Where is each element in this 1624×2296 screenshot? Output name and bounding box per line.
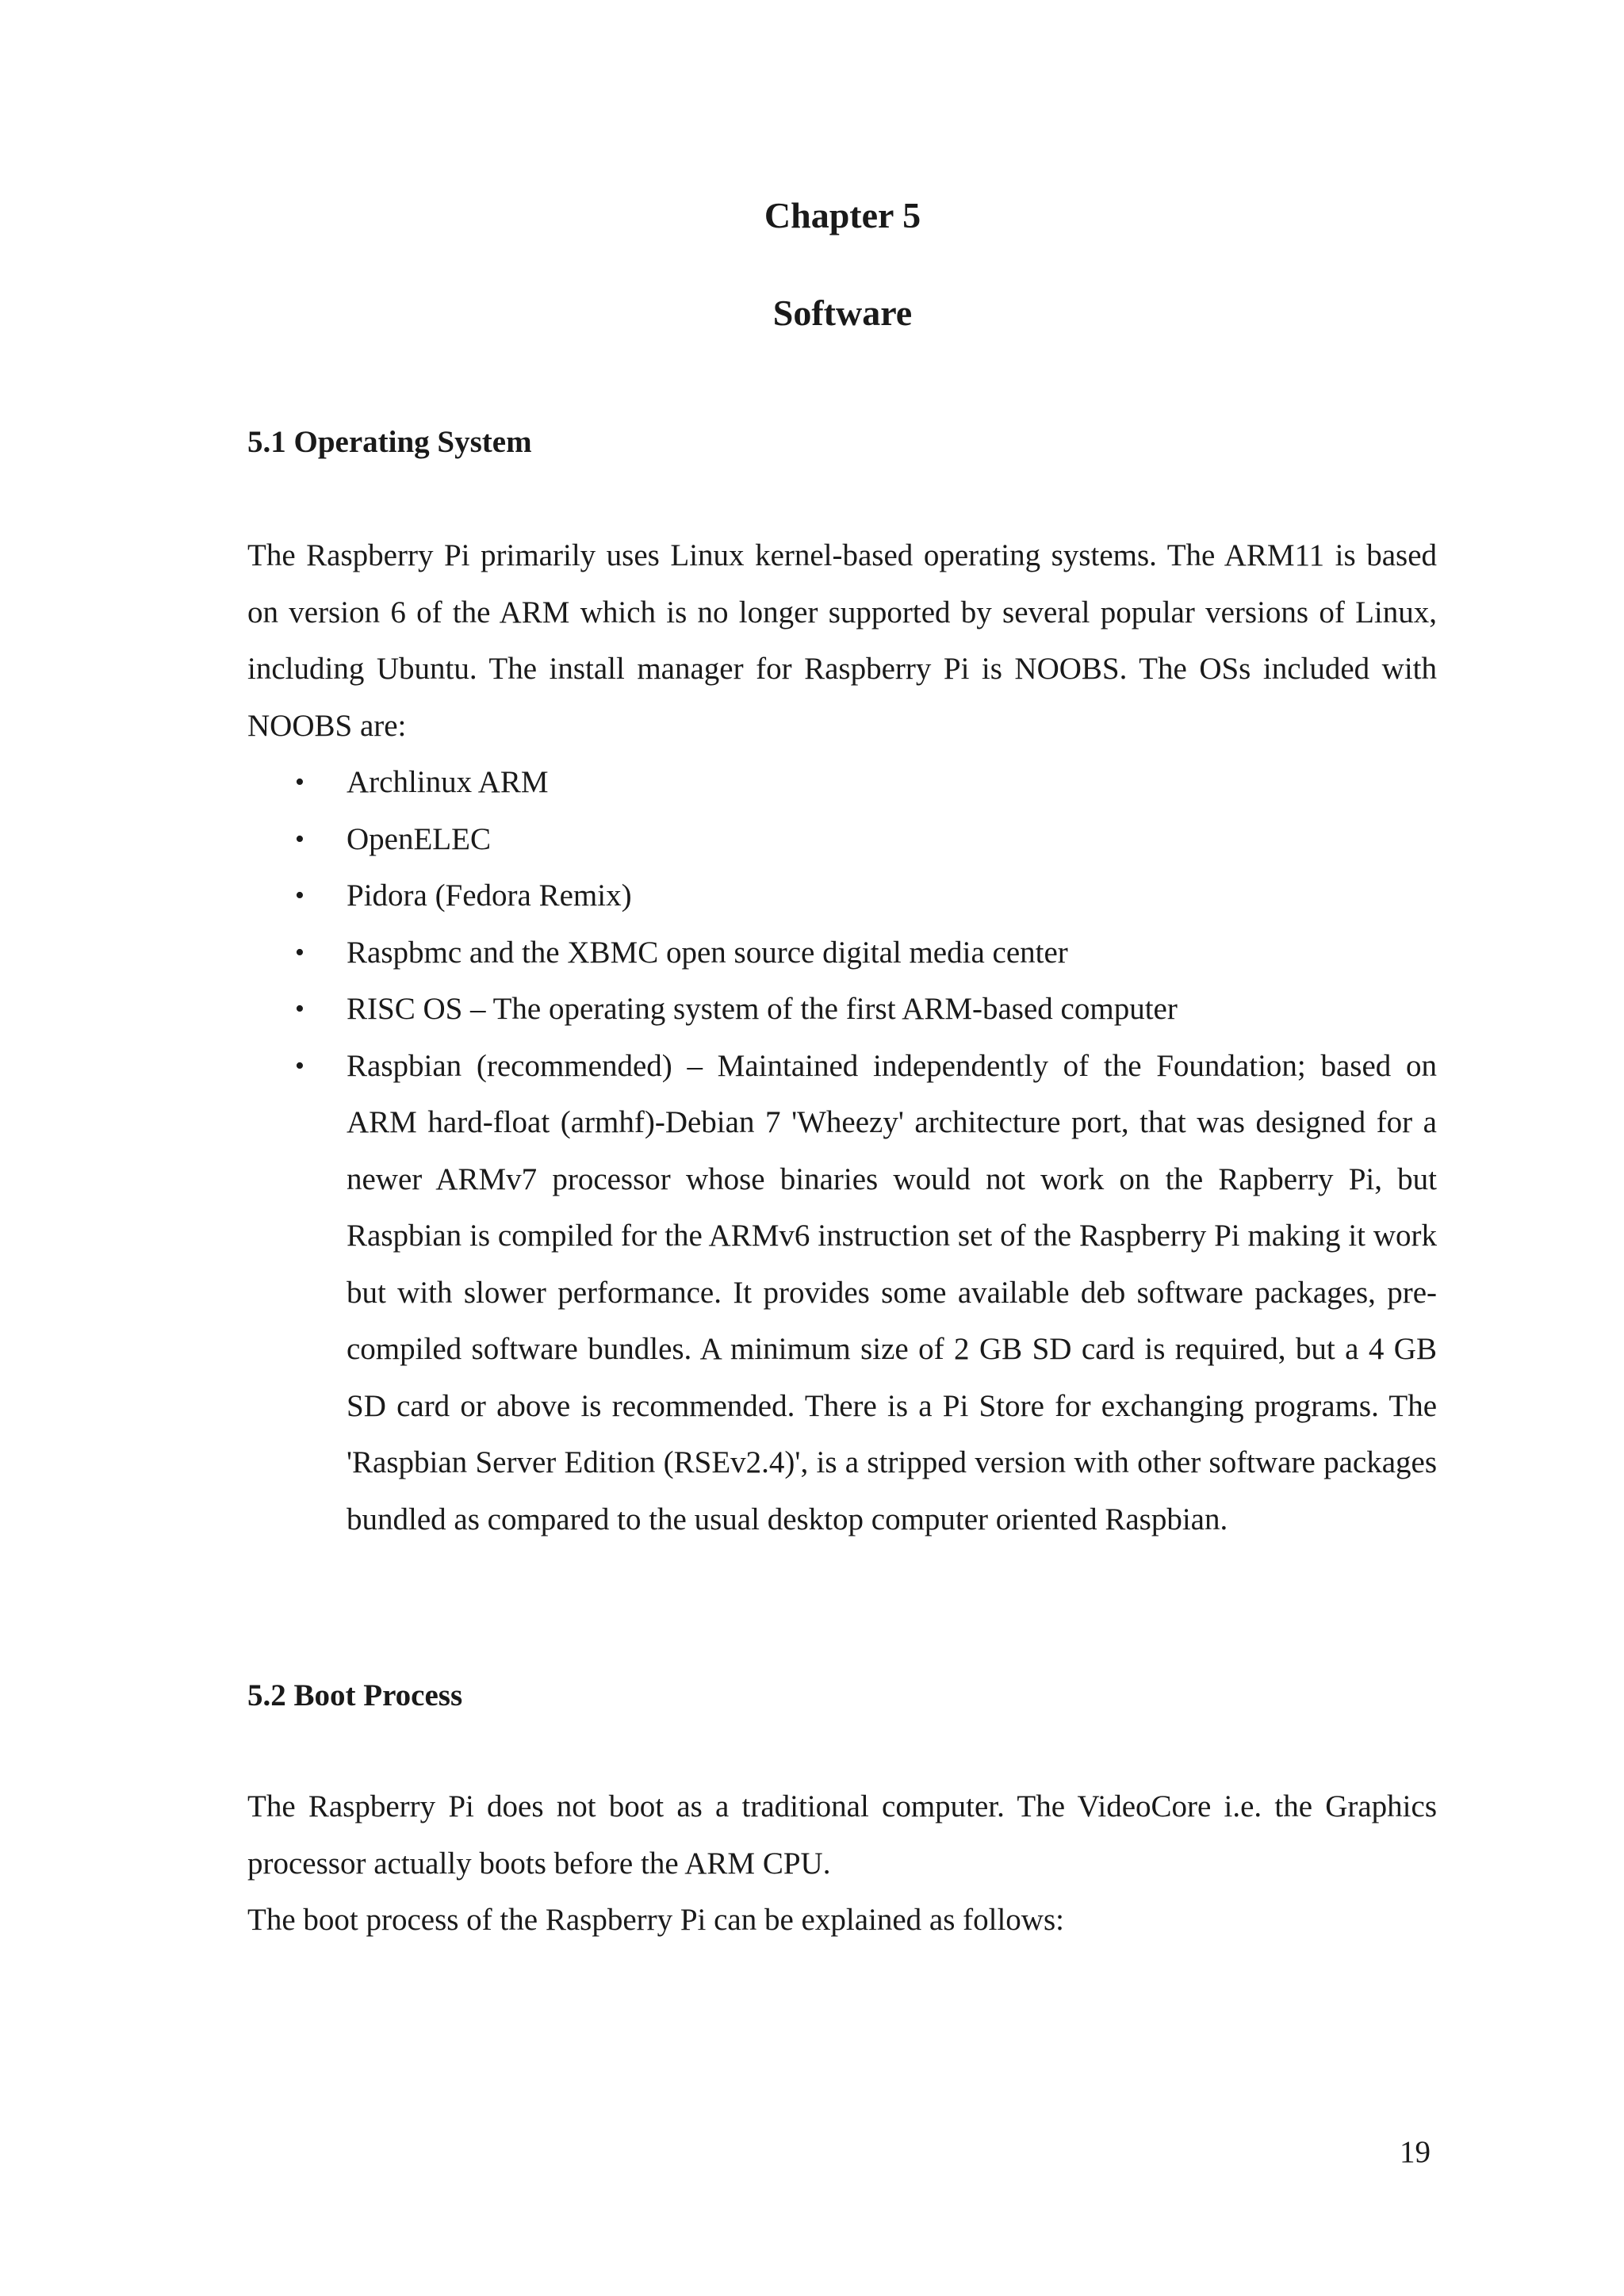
list-item-text: RISC OS – The operating system of the first ARM-based computer — [347, 992, 1178, 1026]
page-number: 19 — [1400, 2135, 1431, 2169]
list-item — [247, 867, 1437, 924]
chapter-number: Chapter 5 — [764, 195, 921, 235]
os-bullet-list — [247, 754, 1437, 1548]
list-item-text: Pidora (Fedora Remix) — [347, 878, 632, 913]
list-item-text: Archlinux ARM — [347, 765, 549, 799]
list-item — [247, 924, 1437, 982]
boot-process-paragraph: The Raspberry Pi does not boot as a traditional computer. The VideoCore i.e. the Graphics processor actually boots before the ARM CPU. — [247, 1789, 1437, 1881]
section-heading-operating-system: 5.1 Operating System — [247, 425, 532, 459]
list-item-text: OpenELEC — [347, 821, 491, 856]
bullet-icon: • — [295, 881, 304, 910]
list-item — [247, 1038, 1437, 1548]
bullet-icon: • — [295, 1050, 304, 1081]
list-item-text: Raspbian (recommended) – Maintained independently of the Foundation; based on ARM hard-float (armhf)-Debian 7 'Wheezy' architecture port, that was designed for a newer ARMv7 processor whose binaries would not work on the Rapberry Pi, but Raspbian is compiled for the ARMv6 instruction set of the Raspberry Pi making it work but with slower performance. It provides some available deb software packages, pre-compiled software bundles. A minimum size of 2 GB SD card is required, but a 4 GB SD card or above is recommended. There is a Pi Store for exchanging programs. The 'Raspbian Server Edition (RSEv2.4)', is a stripped version with other software packages bundled as compared to the usual desktop computer oriented Raspbian. — [347, 1048, 1437, 1536]
list-item — [247, 811, 1437, 868]
bullet-icon: • — [295, 767, 304, 797]
chapter-title: Software — [772, 293, 913, 333]
list-item — [247, 981, 1437, 1038]
list-item-text: Raspbmc and the XBMC open source digital media center — [347, 935, 1068, 970]
bullet-icon: • — [295, 994, 304, 1024]
list-item — [247, 754, 1437, 811]
operating-system-intro-paragraph: The Raspberry Pi primarily uses Linux kernel-based operating systems. The ARM11 is based on version 6 of the ARM which is no longer supported by several popular versions of Linux, including Ubuntu. The install manager for Raspberry Pi is NOOBS. The OSs included with NOOBS are: — [247, 538, 1437, 743]
boot-process-intro-line: The boot process of the Raspberry Pi can be explained as follows: — [247, 1903, 1064, 1937]
bullet-icon: • — [295, 824, 304, 854]
section-heading-boot-process: 5.2 Boot Process — [247, 1678, 463, 1712]
bullet-icon: • — [295, 937, 304, 967]
